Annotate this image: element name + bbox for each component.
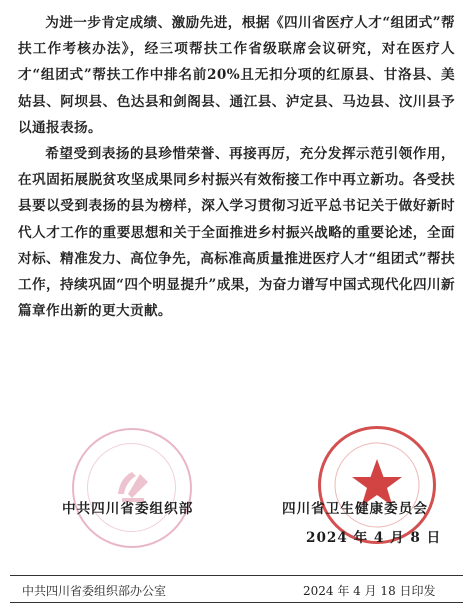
party-emblem-icon <box>74 430 189 545</box>
signature-health-commission: 四川省卫生健康委员会 <box>282 501 428 517</box>
organization-department-seal <box>72 428 192 548</box>
signature-organization-department: 中共四川省委组织部 <box>62 501 194 517</box>
body-paragraph-2: 希望受到表扬的县珍惜荣誉、再接再厉，充分发挥示范引领作用，在巩固拓展脱贫攻坚成果同乡村振兴有效衔接工作中再立新功。各受扶县要以受到表扬的县为榜样，深入学习贯彻习近平总书记关于做好新时代人才工作的重要思想和关于全面推进乡村振兴战略的重要论述，全面对标、精准发力、高位争先，高标准高质量推进医疗人才“组团式”帮扶工作，持续巩固“四个明显提升”成果，为奋力谱写中国式现代化四川新篇章作出新的更大贡献。 <box>18 146 455 320</box>
footer-top-rule <box>10 575 463 576</box>
footer-issuer: 中共四川省委组织部办公室 <box>22 584 167 598</box>
footer-bottom-rule <box>10 602 463 603</box>
footer-print-date: 2024 年 4 月 18 日印发 <box>303 584 436 598</box>
signature-date: 2024 年 4 月 8 日 <box>306 530 442 546</box>
star-icon <box>321 429 433 541</box>
body-paragraph-1: 为进一步肯定成绩、激励先进，根据《四川省医疗人才“组团式”帮扶工作考核办法》，经三项帮扶工作省级联席会议研究，对在医疗人才“组团式”帮扶工作中排名前20%且无扣分项的红原县、甘洛县、美姑县、阿坝县、色达县和剑阁县、通江县、泸定县、马边县、汶川县予以通报表扬。 <box>18 15 455 136</box>
